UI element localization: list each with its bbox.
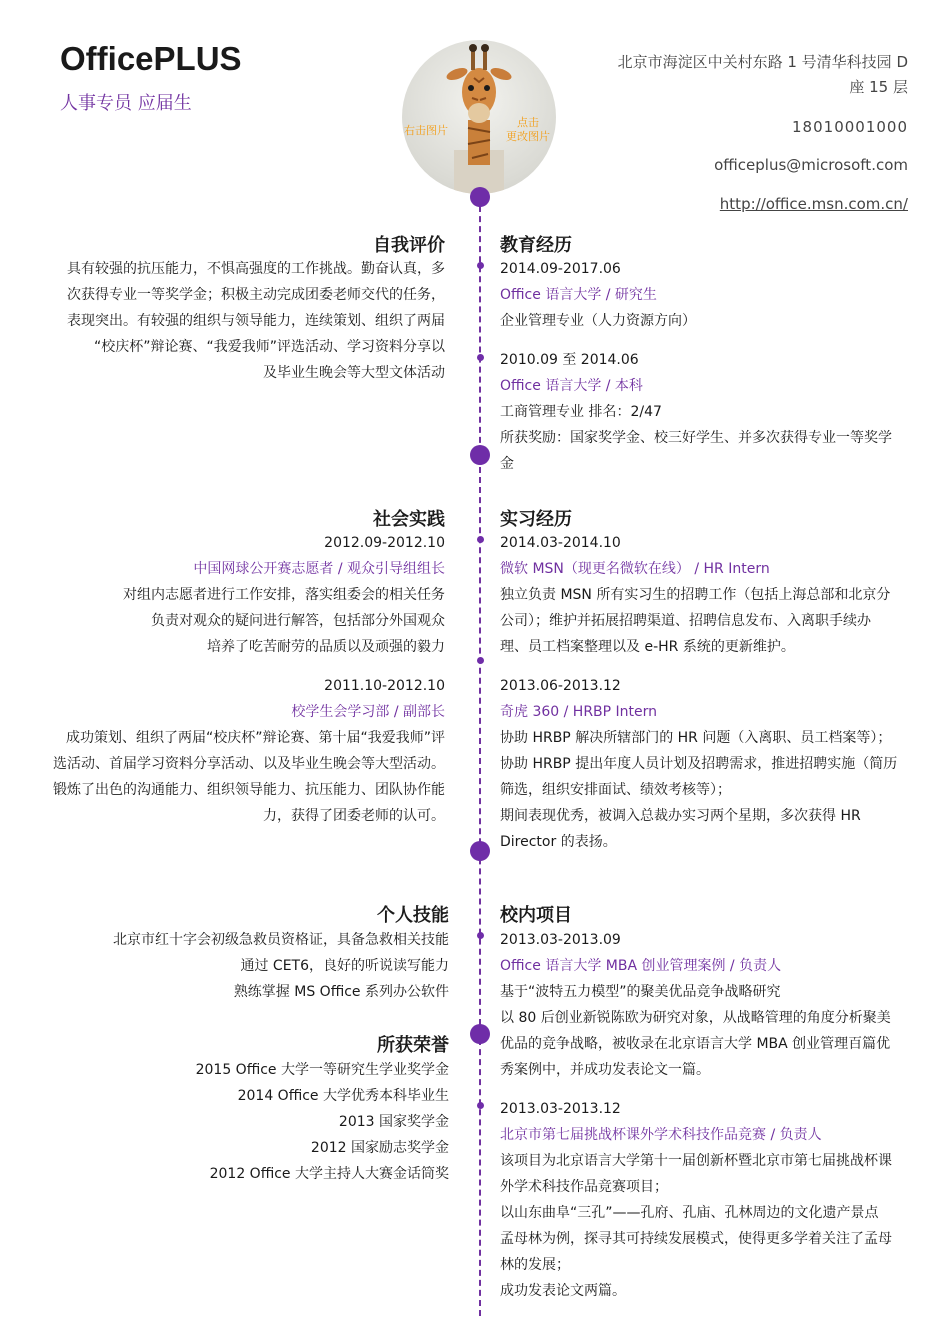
avatar-hint-right-line2: 更改图片 [506, 130, 550, 143]
text-line: “校庆杯”辩论赛、“我爱我师”评选活动、学习资料分享以 [93, 339, 445, 355]
text-line: 力，获得了团委老师的认可。 [263, 808, 445, 824]
text-line: 2013 国家奖学金 [338, 1114, 449, 1130]
entry-org: Office 语言大学 / 本科 [500, 378, 643, 394]
text-line: 秀案例中，并成功发表论文一篇。 [500, 1062, 710, 1078]
entry-date: 2013.03-2013.09 [500, 932, 621, 948]
text-line: 锻炼了出色的沟通能力、组织领导能力、抗压能力、团队协作能 [53, 782, 445, 798]
entry-org: 北京市第七届挑战杯课外学术科技作品竞赛 / 负责人 [500, 1127, 822, 1143]
text-line: 2012 国家励志奖学金 [310, 1140, 449, 1156]
entry-org: 微软 MSN（现更名微软在线） / HR Intern [500, 561, 770, 577]
text-line: 对组内志愿者进行工作安排，落实组委会的相关任务 [123, 587, 445, 603]
honors-list [19, 1057, 449, 1187]
project-entry [500, 927, 920, 1083]
entry-org: Office 语言大学 / 研究生 [500, 287, 657, 303]
text-line: 培养了吃苦耐劳的品质以及顽强的毅力 [207, 639, 445, 655]
entry-org: Office 语言大学 MBA 创业管理案例 / 负责人 [500, 958, 782, 974]
text-line: 2015 Office 大学一等研究生学业奖学金 [195, 1062, 449, 1078]
text-line: 以山东曲阜“三孔”——孔府、孔庙、孔林周边的文化遗产景点 [500, 1205, 879, 1221]
text-line: 成功策划、组织了两届“校庆杯”辩论赛、第十届“我爱我师”评 [65, 730, 445, 746]
text-line: 及毕业生晚会等大型文体活动 [263, 365, 445, 381]
text-line: 企业管理专业（人力资源方向） [500, 313, 696, 329]
entry-org: 奇虎 360 / HRBP Intern [500, 704, 658, 720]
timeline-node [470, 841, 490, 861]
text-line: 协助 HRBP 提出年度人员计划及招聘需求，推进招聘实施（简历 [500, 756, 898, 772]
project-entry [500, 1096, 920, 1304]
internship-entry [500, 673, 920, 855]
entry-date: 2012.09-2012.10 [324, 535, 445, 551]
text-line: 公司）；维护并拓展招聘渠道、招聘信息发布、入离职手续办 [500, 613, 871, 629]
email[interactable]: officeplus@microsoft.com [714, 156, 908, 174]
text-line: 2014 Office 大学优秀本科毕业生 [237, 1088, 449, 1104]
entry-date: 2010.09 至 2014.06 [500, 352, 639, 368]
timeline-line [479, 196, 481, 1316]
phone: 18010001000 [792, 118, 908, 136]
text-line: 负责对观众的疑问进行解答，包括部分外国观众 [151, 613, 445, 629]
text-line: 表现突出。有较强的组织与领导能力，连续策划、组织了两届 [67, 313, 445, 329]
text-line: 筛选，组织安排面试、绩效考核等）； [500, 782, 731, 798]
text-line: 理、员工档案整理以及 e-HR 系统的更新维护。 [500, 639, 795, 655]
text-line: 选活动、首届学习资料分享活动、以及毕业生晚会等大型活动。 [53, 756, 445, 772]
job-title: 人事专员 应届生 [60, 93, 192, 114]
avatar-hint-right-line1: 点击 [517, 116, 539, 129]
section-title-honors: 所获荣誉 [377, 1035, 449, 1056]
text-line: 该项目为北京语言大学第十一届创新杯暨北京市第七届挑战杯课 [500, 1153, 892, 1169]
section-title-education: 教育经历 [500, 235, 572, 256]
text-line: 熟练掌握 MS Office 系列办公软件 [233, 984, 449, 1000]
timeline-dot [477, 262, 484, 269]
text-line: 工商管理专业 排名：2/47 [500, 404, 662, 420]
text-line: 外学术科技作品竞赛项目； [500, 1179, 668, 1195]
skills-list [19, 927, 449, 1005]
text-line: 所获奖励：国家奖学金、校三好学生、并多次获得专业一等奖学 [500, 430, 892, 446]
section-title-internship: 实习经历 [500, 509, 572, 530]
section-title-projects: 校内项目 [500, 905, 572, 926]
social-entry [15, 673, 445, 829]
timeline-dot [477, 932, 484, 939]
timeline-node [470, 187, 490, 207]
education-entry [500, 347, 920, 477]
section-title-social: 社会实践 [373, 509, 445, 530]
text-line: 成功发表论文两篇。 [500, 1283, 626, 1299]
timeline-dot [477, 657, 484, 664]
education-entry [500, 256, 920, 334]
entry-org: 中国网球公开赛志愿者 / 观众引导组组长 [193, 561, 445, 577]
text-line: 北京市红十字会初级急救员资格证，具备急救相关技能 [113, 932, 449, 948]
avatar[interactable] [402, 40, 556, 194]
social-entry [15, 530, 445, 660]
entry-date: 2013.03-2013.12 [500, 1101, 621, 1117]
timeline-dot [477, 536, 484, 543]
text-line: 基于“波特五力模型”的聚美优品竞争战略研究 [500, 984, 781, 1000]
timeline-dot [477, 354, 484, 361]
text-line: 独立负责 MSN 所有实习生的招聘工作（包括上海总部和北京分 [500, 587, 891, 603]
resume-name: OfficePLUS [60, 40, 242, 77]
text-line: 优品的竞争战略，被收录在北京语言大学 MBA 创业管理百篇优 [500, 1036, 891, 1052]
timeline-node [470, 1024, 490, 1044]
entry-date: 2013.06-2013.12 [500, 678, 621, 694]
section-title-self-eval: 自我评价 [373, 235, 445, 256]
section-title-skills: 个人技能 [377, 905, 449, 926]
text-line: 金 [500, 456, 514, 472]
entry-date: 2014.03-2014.10 [500, 535, 621, 551]
avatar-hint-right [502, 116, 554, 144]
text-line: 孟母林为例，探寻其可持续发展模式，使得更多学着关注了孟母 [500, 1231, 892, 1247]
text-line: 以 80 后创业新锐陈欧为研究对象，从战略管理的角度分析聚美 [500, 1010, 891, 1026]
address: 北京市海淀区中关村东路 1 号清华科技园 D 座 15 层 [617, 53, 908, 96]
text-line: Director 的表扬。 [500, 834, 617, 850]
timeline-dot [477, 1102, 484, 1109]
self-eval-text [15, 256, 445, 386]
text-line: 协助 HRBP 解决所辖部门的 HR 问题（入离职、员工档案等）； [500, 730, 892, 746]
text-line: 通过 CET6，良好的听说读写能力 [240, 958, 449, 974]
avatar-hint-left: 右击图片 [404, 124, 448, 137]
internship-entry [500, 530, 920, 660]
entry-date: 2011.10-2012.10 [324, 678, 445, 694]
text-line: 次获得专业一等奖学金；积极主动完成团委老师交代的任务， [67, 287, 445, 303]
entry-org: 校学生会学习部 / 副部长 [291, 704, 445, 720]
website-link[interactable]: http://office.msn.com.cn/ [719, 195, 908, 213]
timeline-node [470, 445, 490, 465]
text-line: 具有较强的抗压能力，不惧高强度的工作挑战。勤奋认真，多 [67, 261, 445, 277]
entry-date: 2014.09-2017.06 [500, 261, 621, 277]
text-line: 期间表现优秀，被调入总裁办实习两个星期，多次获得 HR [500, 808, 861, 824]
text-line: 2012 Office 大学主持人大赛金话筒奖 [209, 1166, 449, 1182]
text-line: 林的发展； [500, 1257, 570, 1273]
